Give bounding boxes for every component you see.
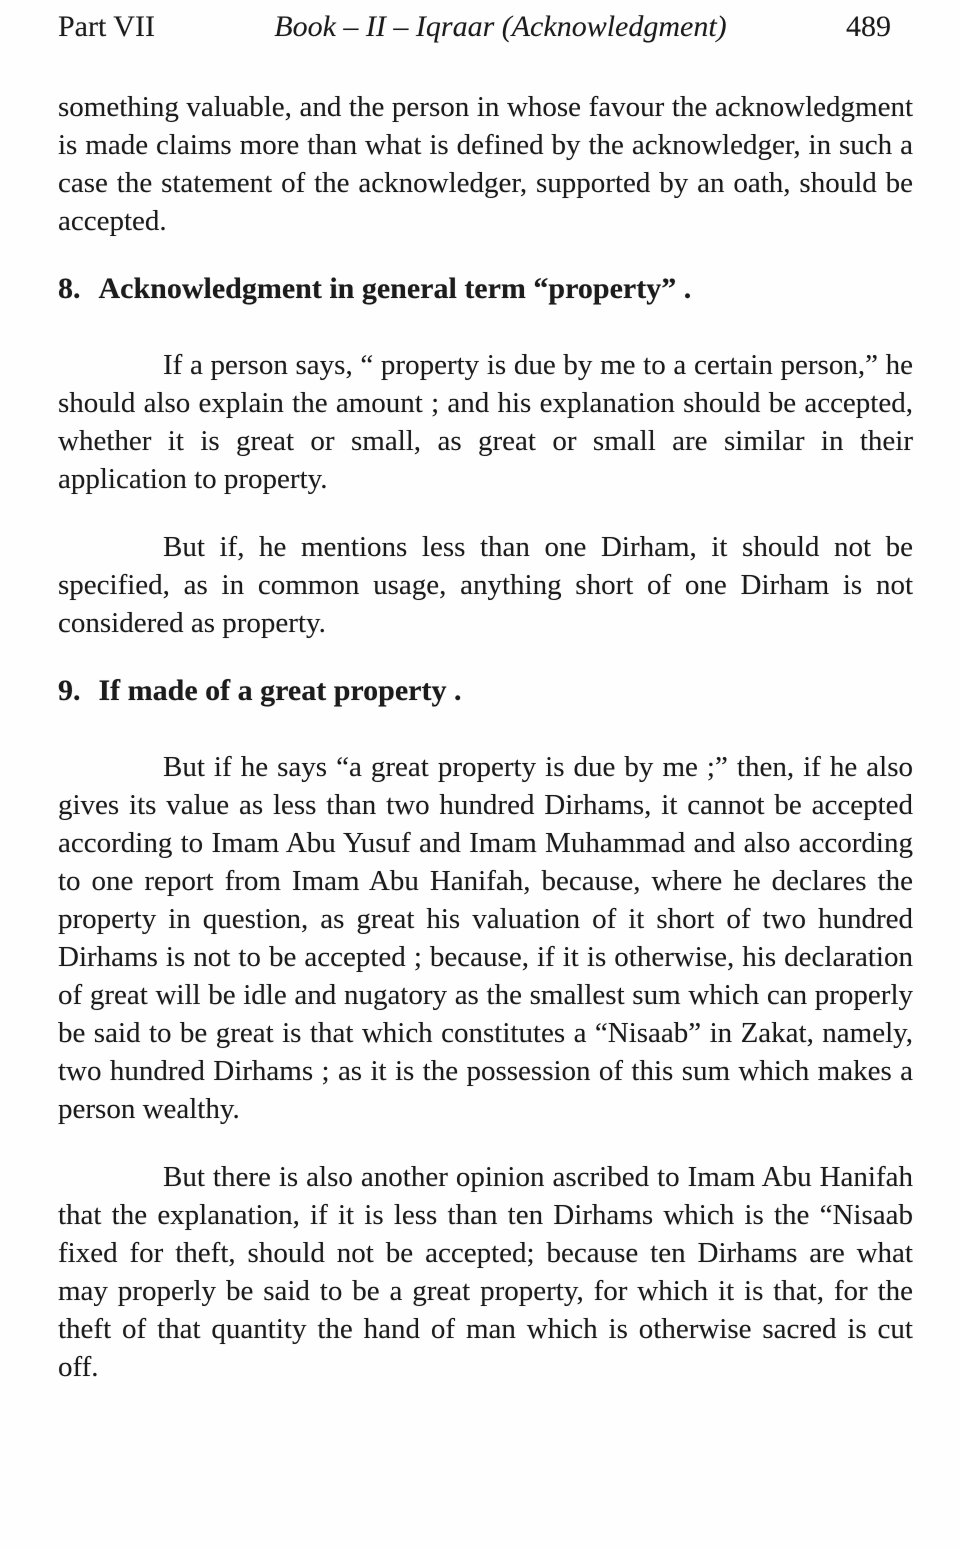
section-number: 9. — [58, 674, 81, 707]
paragraph: But if he says “a great property is due by me ;” then, if he also gives its value as less than two hundred Dirhams, it cannot be accepted according to Imam Abu Yusuf and Imam Muhammad and also according to one report from Imam Abu Hanifah, because, where he declares the property in question, as great his valuation of it short of two hundred Dirhams is not to be accepted ; because, if it is otherwise, his declaration of great will be idle and nugatory as the smallest sum which can properly be said to be great is that which constitutes a “Nisaab” in Zakat, namely, two hundred Dirhams ; as it is the possession of this sum which makes a person wealthy. — [58, 751, 913, 1125]
paragraph: something valuable, and the person in whose favour the acknowledgment is made claims more than what is defined by the acknowledger, in such a case the statement of the acknowledger, supported by an oath, should be accepted. — [58, 91, 913, 237]
header-page-number: 489 — [846, 10, 891, 43]
header-book-title: Book – II – Iqraar (Acknowledgment) — [274, 10, 727, 43]
section-heading — [58, 672, 913, 710]
paragraph: But if, he mentions less than one Dirham, it should not be specified, as in common usage, anything short of one Dirham is not considered as property. — [58, 531, 913, 639]
paragraph: If a person says, “ property is due by me to a certain person,” he should also explain the amount ; and his explanation should be accepted, whether it is great or small, as great or small are similar in their application to property. — [58, 349, 913, 495]
page-body — [58, 88, 913, 1386]
section-heading — [58, 270, 913, 308]
section-title: Acknowledgment in general term “property” . — [98, 272, 692, 305]
header-part-label: Part VII — [58, 10, 155, 43]
section-number: 8. — [58, 272, 81, 305]
page-header — [58, 10, 913, 44]
paragraph: But there is also another opinion ascribed to Imam Abu Hanifah that the explanation, if it is less than ten Dirhams which is the “Nisaab fixed for theft, should not be accepted; because ten Dirhams are what may properly be said to be a great property, for which it is that, for the theft of that quantity the hand of man which is otherwise sacred is cut off. — [58, 1161, 913, 1383]
section-title: If made of a great property . — [98, 674, 462, 707]
